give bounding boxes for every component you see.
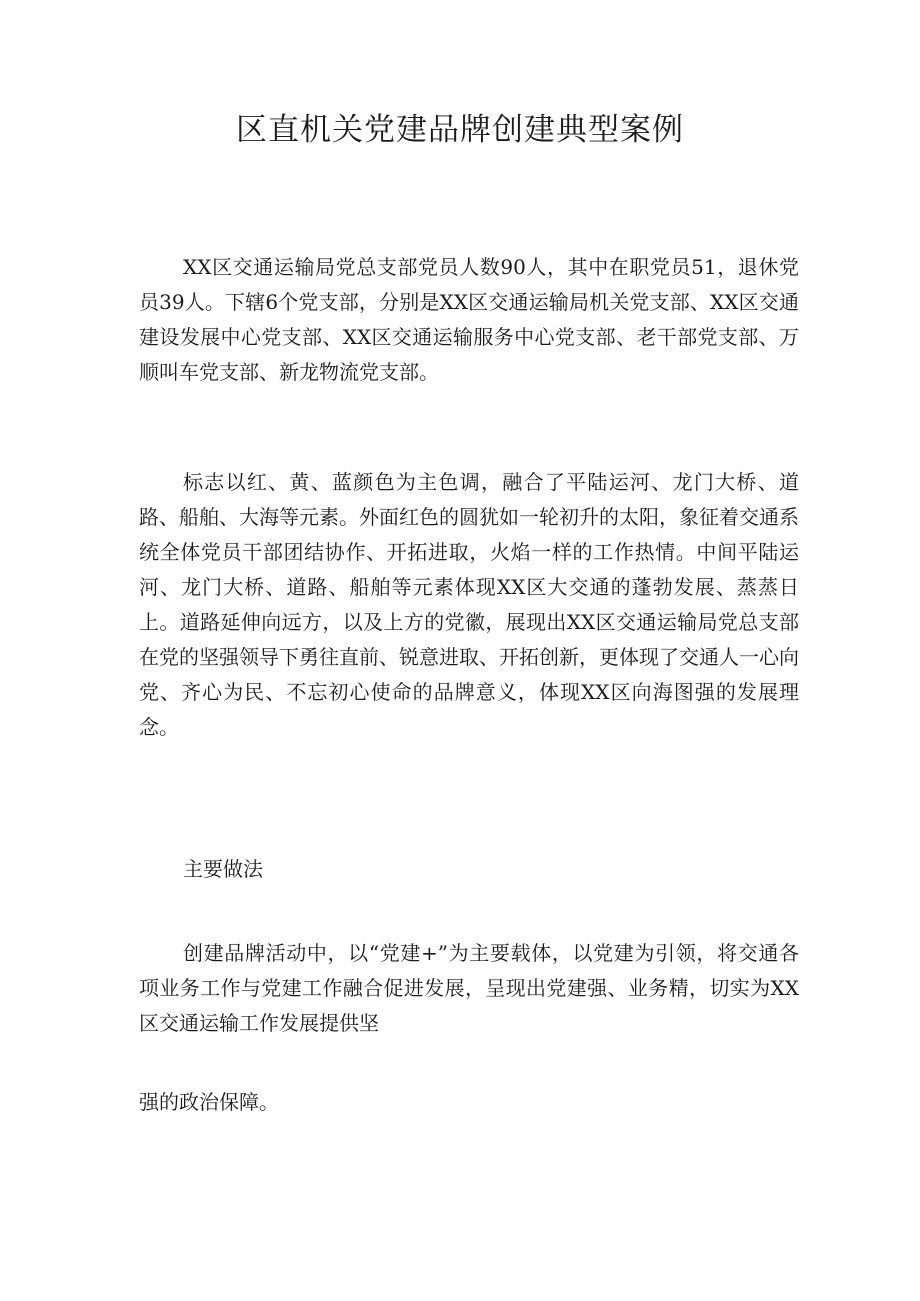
- paragraph-party-branch-overview: XX区交通运输局党总支部党员人数90人，其中在职党员51，退休党员39人。下辖6个党支部，分别是XX区交通运输局机关党支部、XX区交通建设发展中心党支部、XX区交通运输服务中心党支部、老干部党支部、万顺叫车党支部、新龙物流党支部。: [139, 255, 799, 384]
- paragraph-continuation: 强的政治保障。: [139, 1090, 279, 1114]
- section-heading: 主要做法: [183, 857, 263, 881]
- paragraph-main-practices: 创建品牌活动中，以“党建+”为主要载体，以党建为引领，将交通各项业务工作与党建工作融合促进发展，呈现出党建强、业务精，切实为XX区交通运输工作发展提供坚: [139, 941, 799, 1035]
- paragraph-logo-description: 标志以红、黄、蓝颜色为主色调，融合了平陆运河、龙门大桥、道路、船舶、大海等元素。外面红色的圆犹如一轮初升的太阳，象征着交通系统全体党员干部团结协作、开拓进取，火焰一样的工作热情。中间平陆运河、龙门大桥、道路、船舶等元素体现XX区大交通的蓬勃发展、蒸蒸日上。道路延伸向远方，以及上方的党徽，展现出XX区交通运输局党总支部在党的坚强领导下勇往直前、锐意进取、开拓创新，更体现了交通人一心向党、齐心为民、不忘初心使命的品牌意义，体现XX区向海图强的发展理念。: [139, 470, 799, 739]
- document-title: 区直机关党建品牌创建典型案例: [236, 112, 684, 148]
